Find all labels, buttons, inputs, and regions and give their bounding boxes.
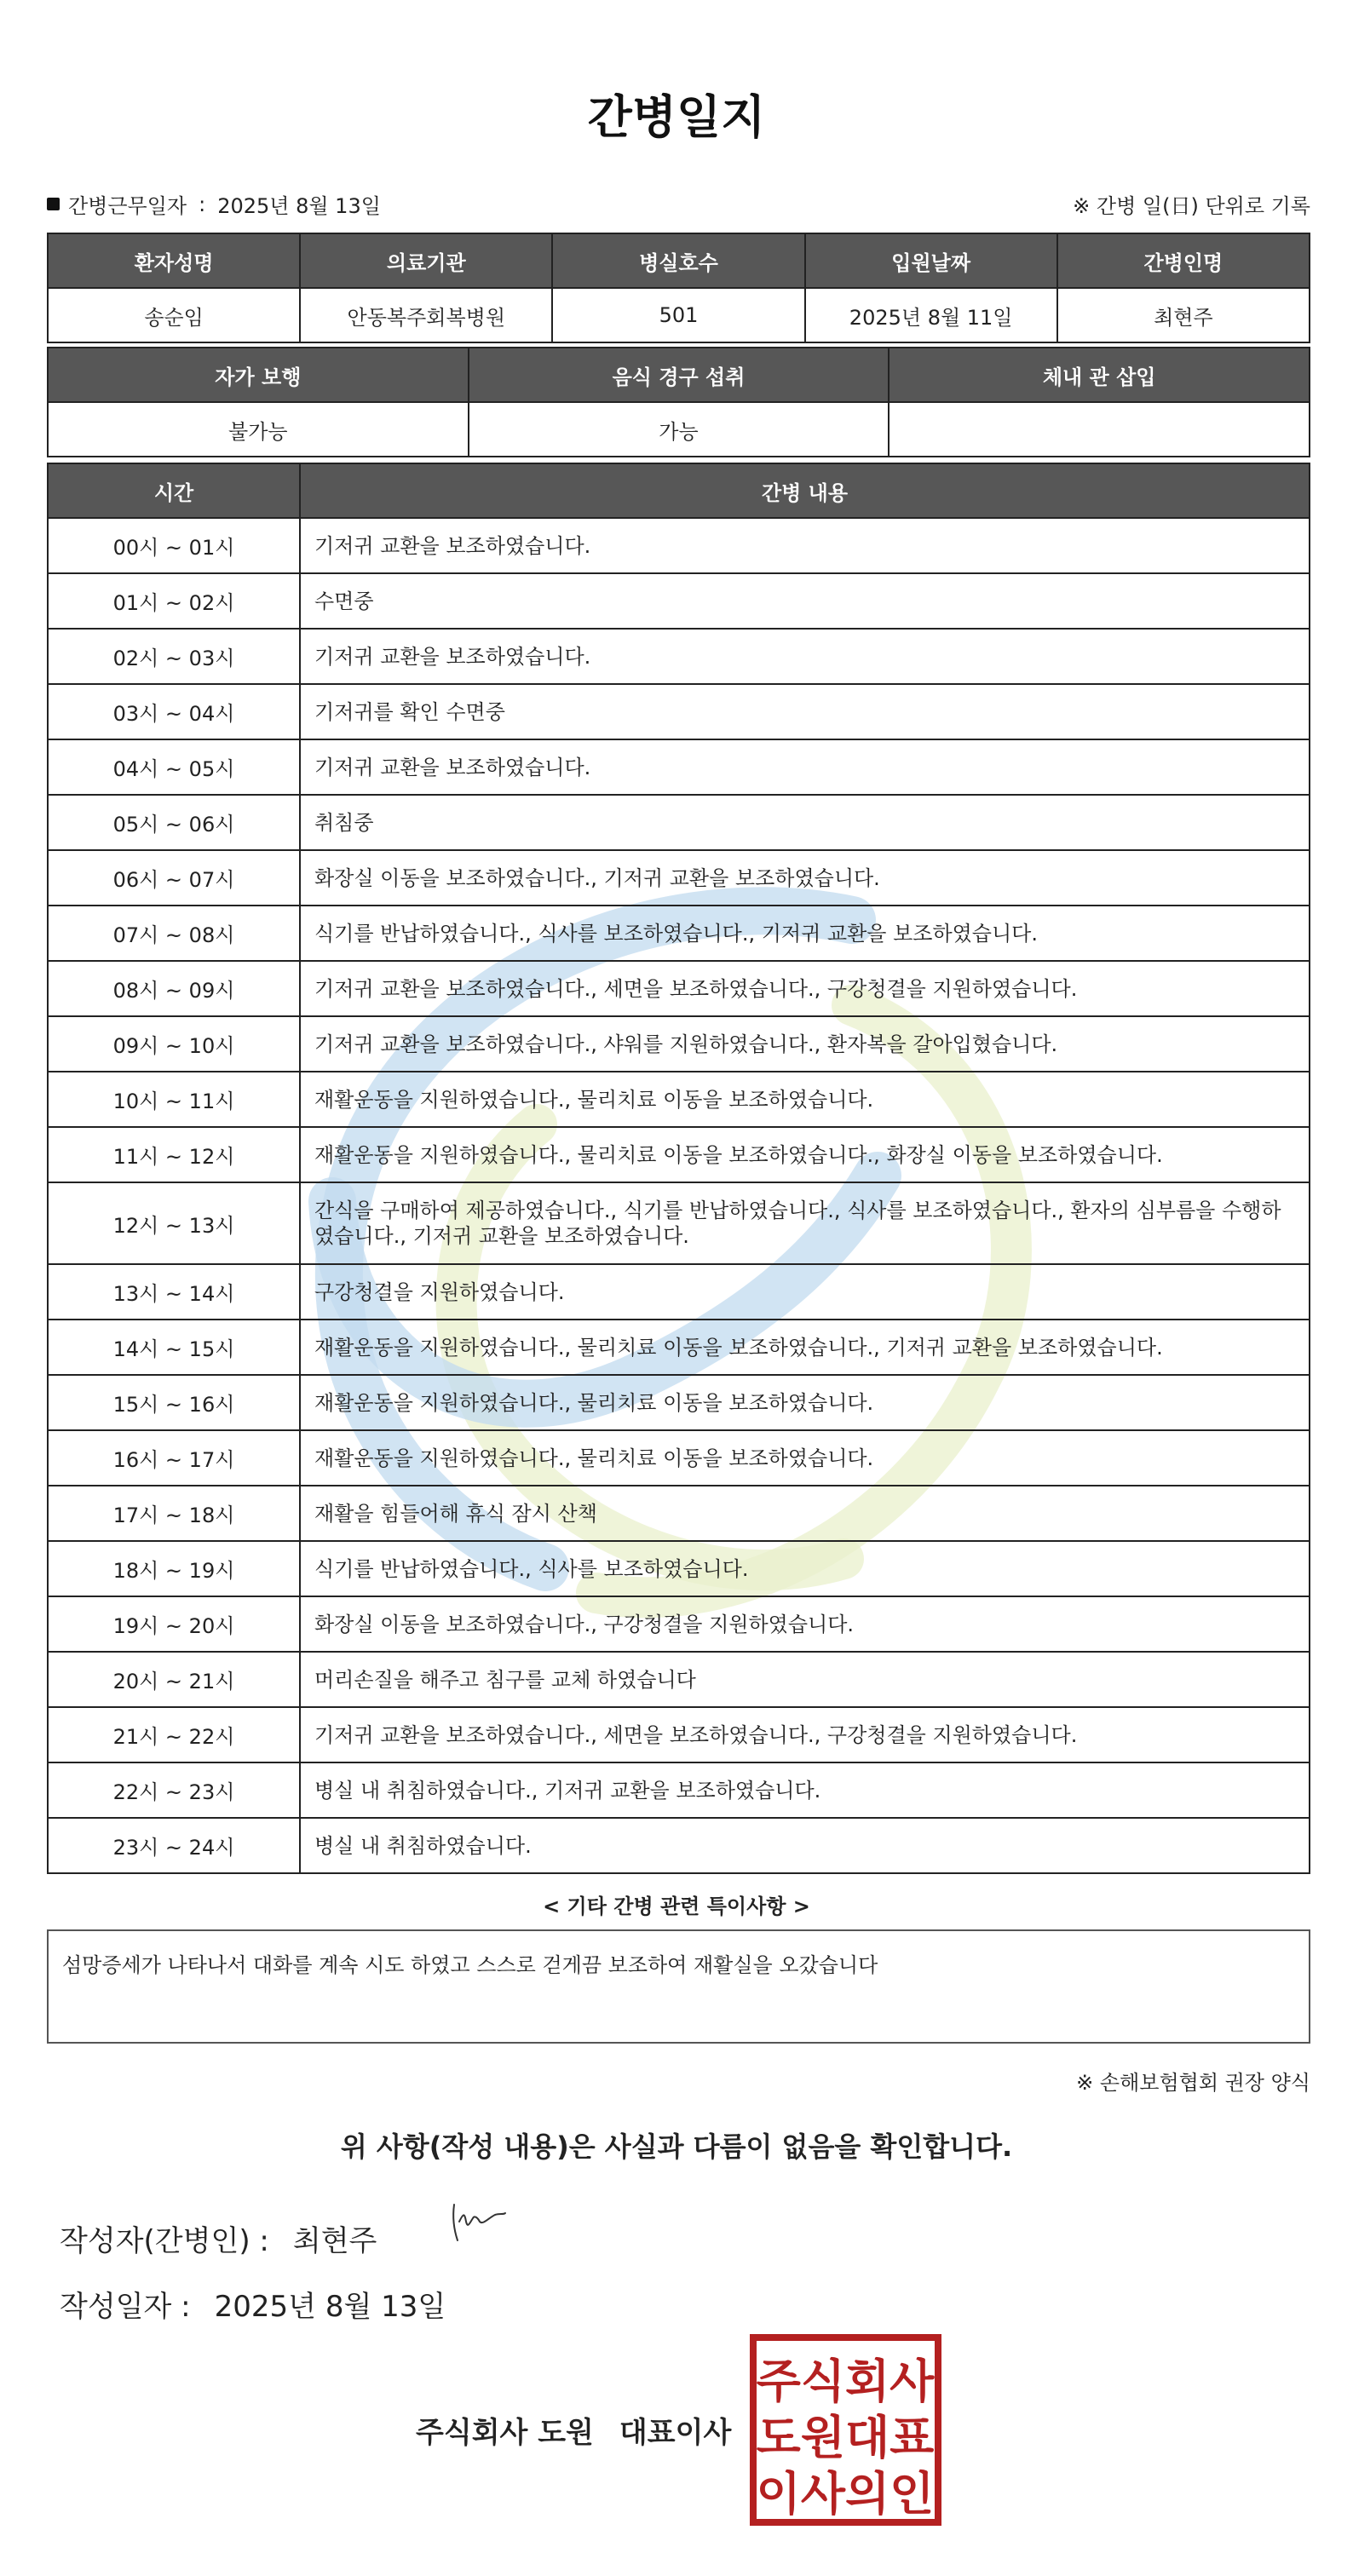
table-row bbox=[48, 1596, 1310, 1652]
care-content: 기저귀 교환을 보조하였습니다. bbox=[300, 739, 1310, 795]
seal-text-line-1: 주식회사 bbox=[756, 2355, 935, 2408]
company-seal-icon bbox=[750, 2334, 941, 2526]
work-date-line bbox=[47, 189, 381, 219]
hospital-header: 의료기관 bbox=[300, 233, 552, 288]
table-row bbox=[48, 795, 1310, 850]
table-row bbox=[48, 1320, 1310, 1375]
time-slot: 02시 ~ 03시 bbox=[48, 629, 300, 684]
time-slot: 14시 ~ 15시 bbox=[48, 1320, 300, 1375]
company-line bbox=[416, 2409, 731, 2451]
table-row bbox=[48, 1707, 1310, 1762]
care-content: 병실 내 취침하였습니다., 기저귀 교환을 보조하였습니다. bbox=[300, 1762, 1310, 1818]
patient-info-table bbox=[47, 233, 1310, 343]
care-content: 기저귀 교환을 보조하였습니다. bbox=[300, 629, 1310, 684]
care-content: 기저귀 교환을 보조하였습니다., 세면을 보조하였습니다., 구강청결을 지원하였습니다. bbox=[300, 961, 1310, 1016]
care-content: 기저귀 교환을 보조하였습니다., 세면을 보조하였습니다., 구강청결을 지원하였습니다. bbox=[300, 1707, 1310, 1762]
work-date-label: 간병근무일자 bbox=[68, 194, 187, 218]
page-title: 간병일지 bbox=[587, 90, 766, 144]
time-slot: 06시 ~ 07시 bbox=[48, 850, 300, 906]
written-date-line bbox=[60, 2283, 446, 2325]
care-content: 기저귀 교환을 보조하였습니다. bbox=[300, 518, 1310, 573]
work-date-separator: : bbox=[199, 192, 206, 216]
table-row bbox=[48, 1762, 1310, 1818]
table-row bbox=[48, 850, 1310, 906]
table-row bbox=[48, 1818, 1310, 1873]
self-walking-header: 자가 보행 bbox=[48, 348, 469, 402]
time-slot: 21시 ~ 22시 bbox=[48, 1707, 300, 1762]
company-name: 주식회사 도원 bbox=[416, 2416, 594, 2450]
patient-name: 송순임 bbox=[48, 288, 300, 342]
care-content: 화장실 이동을 보조하였습니다., 구강청결을 지원하였습니다. bbox=[300, 1596, 1310, 1652]
care-content: 머리손질을 해주고 침구를 교체 하였습니다 bbox=[300, 1652, 1310, 1707]
time-slot: 12시 ~ 13시 bbox=[48, 1182, 300, 1264]
table-row bbox=[48, 1430, 1310, 1486]
writer-line bbox=[60, 2217, 377, 2259]
table-row bbox=[48, 684, 1310, 739]
time-slot: 08시 ~ 09시 bbox=[48, 961, 300, 1016]
company-title: 대표이사 bbox=[619, 2416, 732, 2450]
admission-date-header: 입원날짜 bbox=[805, 233, 1057, 288]
table-row bbox=[48, 629, 1310, 684]
caregiver-name-header: 간병인명 bbox=[1057, 233, 1310, 288]
room-number: 501 bbox=[552, 288, 804, 342]
care-content: 취침중 bbox=[300, 795, 1310, 850]
time-slot: 15시 ~ 16시 bbox=[48, 1375, 300, 1430]
care-content-header: 간병 내용 bbox=[300, 463, 1310, 518]
time-slot: 22시 ~ 23시 bbox=[48, 1762, 300, 1818]
special-notes-title: < 기타 간병 관련 특이사항 > bbox=[543, 1895, 810, 1918]
time-slot: 18시 ~ 19시 bbox=[48, 1541, 300, 1596]
time-slot: 17시 ~ 18시 bbox=[48, 1486, 300, 1541]
self-walking-value: 불가능 bbox=[48, 402, 469, 457]
table-row bbox=[48, 906, 1310, 961]
care-content: 기저귀 교환을 보조하였습니다., 샤워를 지원하였습니다., 환자복을 갈아입혔습니다. bbox=[300, 1016, 1310, 1072]
time-header: 시간 bbox=[48, 463, 300, 518]
signature-icon bbox=[447, 2196, 515, 2247]
care-content: 수면중 bbox=[300, 573, 1310, 629]
time-slot: 00시 ~ 01시 bbox=[48, 518, 300, 573]
care-content: 구강청결을 지원하였습니다. bbox=[300, 1264, 1310, 1320]
special-notes-box bbox=[47, 1929, 1310, 2044]
care-content: 재활운동을 지원하였습니다., 물리치료 이동을 보조하였습니다. bbox=[300, 1072, 1310, 1127]
writer-label: 작성자(간병인) : bbox=[60, 2224, 269, 2258]
table-row bbox=[48, 518, 1310, 573]
table-row bbox=[48, 1375, 1310, 1430]
time-slot: 16시 ~ 17시 bbox=[48, 1430, 300, 1486]
care-content: 병실 내 취침하였습니다. bbox=[300, 1818, 1310, 1873]
caregiver-name: 최현주 bbox=[1057, 288, 1310, 342]
patient-status-table bbox=[47, 347, 1310, 457]
table-row bbox=[48, 1486, 1310, 1541]
care-content: 식기를 반납하였습니다., 식사를 보조하였습니다., 기저귀 교환을 보조하였습니다. bbox=[300, 906, 1310, 961]
time-slot: 04시 ~ 05시 bbox=[48, 739, 300, 795]
time-slot: 19시 ~ 20시 bbox=[48, 1596, 300, 1652]
tube-insertion-header: 체내 관 삽입 bbox=[889, 348, 1310, 402]
written-date-label: 작성일자 : bbox=[60, 2290, 191, 2324]
admission-date: 2025년 8월 11일 bbox=[805, 288, 1057, 342]
time-slot: 05시 ~ 06시 bbox=[48, 795, 300, 850]
tube-insertion-value bbox=[889, 402, 1310, 457]
written-date-value: 2025년 8월 13일 bbox=[214, 2290, 446, 2324]
form-source-note: ※ 손해보험협회 권장 양식 bbox=[1076, 2071, 1310, 2095]
time-slot: 01시 ~ 02시 bbox=[48, 573, 300, 629]
care-content: 재활을 힘들어해 휴식 잠시 산책 bbox=[300, 1486, 1310, 1541]
table-row bbox=[48, 961, 1310, 1016]
time-slot: 20시 ~ 21시 bbox=[48, 1652, 300, 1707]
oral-intake-header: 음식 경구 섭취 bbox=[469, 348, 890, 402]
time-slot: 23시 ~ 24시 bbox=[48, 1818, 300, 1873]
care-log-table bbox=[47, 463, 1310, 1874]
table-row bbox=[48, 1072, 1310, 1127]
care-content: 기저귀를 확인 수면중 bbox=[300, 684, 1310, 739]
table-row bbox=[48, 1016, 1310, 1072]
confirmation-statement: 위 사항(작성 내용)은 사실과 다름이 없음을 확인합니다. bbox=[340, 2130, 1013, 2163]
time-slot: 03시 ~ 04시 bbox=[48, 684, 300, 739]
hospital-name: 안동복주회복병원 bbox=[300, 288, 552, 342]
table-row bbox=[48, 1182, 1310, 1264]
care-content: 재활운동을 지원하였습니다., 물리치료 이동을 보조하였습니다. bbox=[300, 1430, 1310, 1486]
record-note: ※ 간병 일(日) 단위로 기록 bbox=[1073, 194, 1310, 218]
care-content: 화장실 이동을 보조하였습니다., 기저귀 교환을 보조하였습니다. bbox=[300, 850, 1310, 906]
patient-name-header: 환자성명 bbox=[48, 233, 300, 288]
oral-intake-value: 가능 bbox=[469, 402, 890, 457]
care-content: 재활운동을 지원하였습니다., 물리치료 이동을 보조하였습니다. bbox=[300, 1375, 1310, 1430]
table-row bbox=[48, 1264, 1310, 1320]
time-slot: 13시 ~ 14시 bbox=[48, 1264, 300, 1320]
care-content: 재활운동을 지원하였습니다., 물리치료 이동을 보조하였습니다., 화장실 이동을 보조하였습니다. bbox=[300, 1127, 1310, 1182]
table-row bbox=[48, 573, 1310, 629]
table-row bbox=[48, 1652, 1310, 1707]
time-slot: 11시 ~ 12시 bbox=[48, 1127, 300, 1182]
table-row bbox=[48, 1127, 1310, 1182]
special-notes-text: 섬망증세가 나타나서 대화를 계속 시도 하였고 스스로 걷게끔 보조하여 재활실을 오갔습니다 bbox=[62, 1953, 878, 1977]
time-slot: 10시 ~ 11시 bbox=[48, 1072, 300, 1127]
time-slot: 07시 ~ 08시 bbox=[48, 906, 300, 961]
writer-name: 최현주 bbox=[292, 2224, 377, 2258]
seal-text-line-2: 도원대표 bbox=[756, 2411, 935, 2464]
table-row bbox=[48, 739, 1310, 795]
care-content: 재활운동을 지원하였습니다., 물리치료 이동을 보조하였습니다., 기저귀 교환을 보조하였습니다. bbox=[300, 1320, 1310, 1375]
work-date-value: 2025년 8월 13일 bbox=[217, 194, 381, 218]
table-row bbox=[48, 1541, 1310, 1596]
room-header: 병실호수 bbox=[552, 233, 804, 288]
bullet-square-icon bbox=[47, 198, 60, 210]
care-content: 간식을 구매하여 제공하였습니다., 식기를 반납하였습니다., 식사를 보조하였습니다., 환자의 심부름을 수행하였습니다., 기저귀 교환을 보조하였습니다. bbox=[300, 1182, 1310, 1264]
care-content: 식기를 반납하였습니다., 식사를 보조하였습니다. bbox=[300, 1541, 1310, 1596]
seal-text-line-3: 이사의인 bbox=[756, 2467, 935, 2521]
time-slot: 09시 ~ 10시 bbox=[48, 1016, 300, 1072]
